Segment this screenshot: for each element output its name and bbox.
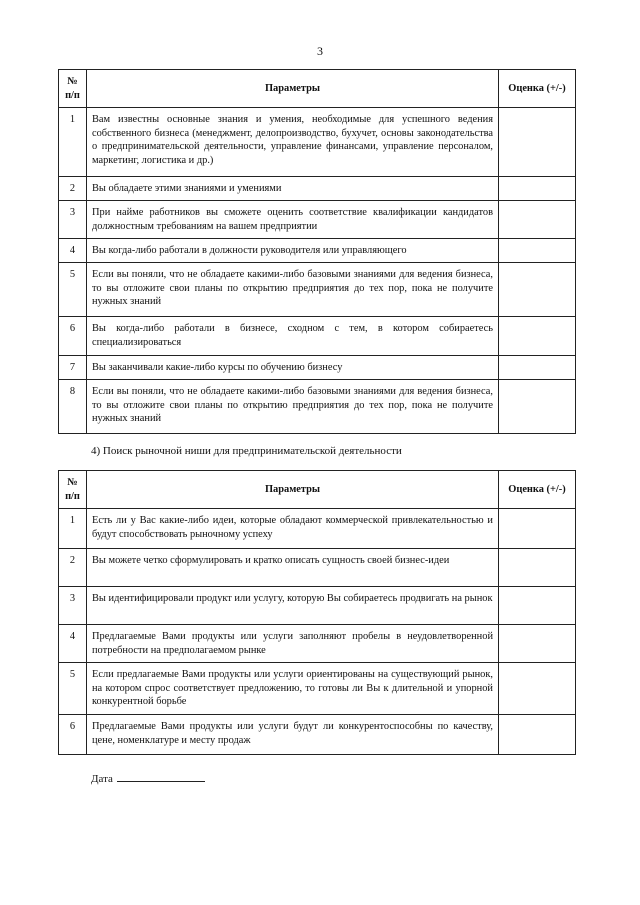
table-row: [59, 663, 576, 715]
page-number: 3: [317, 44, 323, 58]
date-input-line[interactable]: [117, 771, 205, 782]
table-row: [59, 509, 576, 549]
score-cell[interactable]: [499, 587, 576, 625]
score-cell[interactable]: [499, 509, 576, 549]
score-cell[interactable]: [499, 356, 576, 380]
score-cell[interactable]: [499, 108, 576, 177]
row-text: Предлагаемые Вами продукты или услуги будут ли конкурентоспособны по качеству, цене, номенклатуре и месту продаж: [87, 715, 499, 755]
date-label: Дата: [91, 773, 113, 785]
header-num: № п/п: [59, 70, 87, 108]
row-num: 1: [59, 509, 87, 549]
row-num: 4: [59, 625, 87, 663]
table-row: [59, 625, 576, 663]
row-text: При найме работников вы сможете оценить соответствие квалификации кандидатов должностным требованиям на вашем предприятии: [87, 201, 499, 239]
row-text: Если вы поняли, что не обладаете какими-либо базовыми знаниями для ведения бизнеса, то вы отложите свои планы по открытию предприятия до тех пор, пока не получите нужных знаний: [87, 263, 499, 317]
table-row: [59, 263, 576, 317]
row-text: Вам известны основные знания и умения, необходимые для успешного ведения собственного бизнеса (менеджмент, делопроизводство, бухучет, основы законодательства о предпринимательской деятельности, управление финансами, управление персоналом, маркетинг, логистика и др.): [87, 108, 499, 177]
score-cell[interactable]: [499, 201, 576, 239]
row-num: 7: [59, 356, 87, 380]
row-text: Предлагаемые Вами продукты или услуги заполняют пробелы в неудовлетворенной потребности на предполагаемом рынке: [87, 625, 499, 663]
header-score: Оценка (+/-): [499, 471, 576, 509]
row-num: 2: [59, 549, 87, 587]
row-num: 8: [59, 380, 87, 434]
table-row: [59, 587, 576, 625]
row-num: 2: [59, 177, 87, 201]
row-num: 3: [59, 587, 87, 625]
table-row: [59, 201, 576, 239]
row-num: 4: [59, 239, 87, 263]
section-title: 4) Поиск рыночной ниши для предпринимательской деятельности: [91, 445, 402, 457]
row-text: Если вы поняли, что не обладаете какими-либо базовыми знаниями для ведения бизнеса, то вы отложите свои планы по открытию предприятия до тех пор, пока не получите нужных знаний: [87, 380, 499, 434]
row-text: Вы можете четко сформулировать и кратко описать сущность своей бизнес-идеи: [87, 549, 499, 587]
score-cell[interactable]: [499, 239, 576, 263]
table-row: [59, 177, 576, 201]
row-num: 1: [59, 108, 87, 177]
table-row: [59, 108, 576, 177]
row-num: 3: [59, 201, 87, 239]
row-text: Есть ли у Вас какие-либо идеи, которые обладают коммерческой привлекательностью и будут способствовать рыночному успеху: [87, 509, 499, 549]
row-num: 6: [59, 317, 87, 356]
table-row: [59, 549, 576, 587]
score-cell[interactable]: [499, 380, 576, 434]
header-params: Параметры: [87, 70, 499, 108]
table-row: [59, 317, 576, 356]
row-text: Вы идентифицировали продукт или услугу, которую Вы собираетесь продвигать на рынок: [87, 587, 499, 625]
row-text: Вы когда-либо работали в должности руководителя или управляющего: [87, 239, 499, 263]
row-num: 6: [59, 715, 87, 755]
header-params: Параметры: [87, 471, 499, 509]
table-row: [59, 239, 576, 263]
row-text: Вы заканчивали какие-либо курсы по обучению бизнесу: [87, 356, 499, 380]
table-row: [59, 356, 576, 380]
row-text: Вы когда-либо работали в бизнесе, сходном с тем, в котором собираетесь специализироваться: [87, 317, 499, 356]
score-cell[interactable]: [499, 663, 576, 715]
table-row: [59, 715, 576, 755]
score-cell[interactable]: [499, 263, 576, 317]
row-text: Вы обладаете этими знаниями и умениями: [87, 177, 499, 201]
score-cell[interactable]: [499, 317, 576, 356]
parameters-table-1: [58, 69, 576, 434]
date-field: [91, 771, 205, 785]
score-cell[interactable]: [499, 549, 576, 587]
row-text: Если предлагаемые Вами продукты или услуги ориентированы на существующий рынок, на котором спрос соответствует предложению, то готовы ли Вы к длительной и упорной конкурентной борьбе: [87, 663, 499, 715]
row-num: 5: [59, 263, 87, 317]
score-cell[interactable]: [499, 625, 576, 663]
row-num: 5: [59, 663, 87, 715]
header-num: № п/п: [59, 471, 87, 509]
table-row: [59, 380, 576, 434]
score-cell[interactable]: [499, 715, 576, 755]
header-score: Оценка (+/-): [499, 70, 576, 108]
score-cell[interactable]: [499, 177, 576, 201]
parameters-table-2: [58, 470, 576, 755]
